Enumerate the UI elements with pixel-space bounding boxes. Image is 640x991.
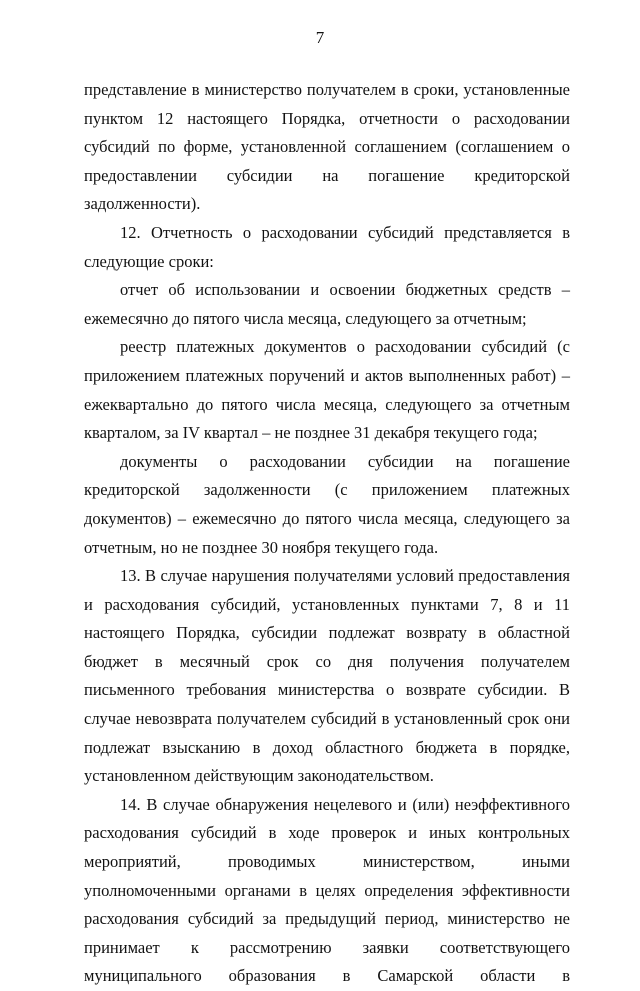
paragraph-debt-documents: документы о расходовании субсидии на погашение кредиторской задолженности (с приложением платежных документов) – ежемесячно до пятого числа месяца, следующего за отчетным, но не позднее 30 ноября текущего года. [84,451,570,557]
page-number: 7 [315,28,325,47]
paragraph-payment-registry: реестр платежных документов о расходовании субсидий (с приложением платежных поручений и актов выполненных работ) – ежеквартально до пятого числа месяца, следующего за отчетным кварталом, за IV квартал – не позднее 31 декабря текущего года; [84,337,570,443]
paragraph-usage-report: отчет об использовании и освоении бюджетных средств – ежемесячно до пятого числа месяца, следующего за отчетным; [84,280,570,328]
document-body [84,76,570,991]
paragraph-clause-14: 14. В случае обнаружения нецелевого и (или) неэффективного расходования субсидий в ходе проверок и иных контрольных мероприятий, проводимых министерством, иными уполномоченными органами в целях определения эффективности расходования субсидий за предыдущий период, министерство не принимает к рассмотрению заявки соответствующего муниципального образования в Самарской области в [84,794,570,986]
paragraph-clause-13: 13. В случае нарушения получателями условий предоставления и расходования субсидий, установленных пунктами 7, 8 и 11 настоящего Порядка, субсидии подлежат возврату в областной бюджет в месячный срок со дня получения получателем письменного требования министерства о возврате субсидии. В случае невозврата получателем субсидий в установленный срок они подлежат взысканию в доход областного бюджета в порядке, установленном действующим законодательством. [84,566,570,786]
paragraph-continuation: представление в министерство получателем в сроки, установленные пунктом 12 настоящего Порядка, отчетности о расходовании субсидий по форме, установленной соглашением (соглашением о предоставлении субсидии на погашение кредиторской задолженности). [84,80,570,214]
paragraph-clause-12: 12. Отчетность о расходовании субсидий представляется в следующие сроки: [84,222,570,271]
